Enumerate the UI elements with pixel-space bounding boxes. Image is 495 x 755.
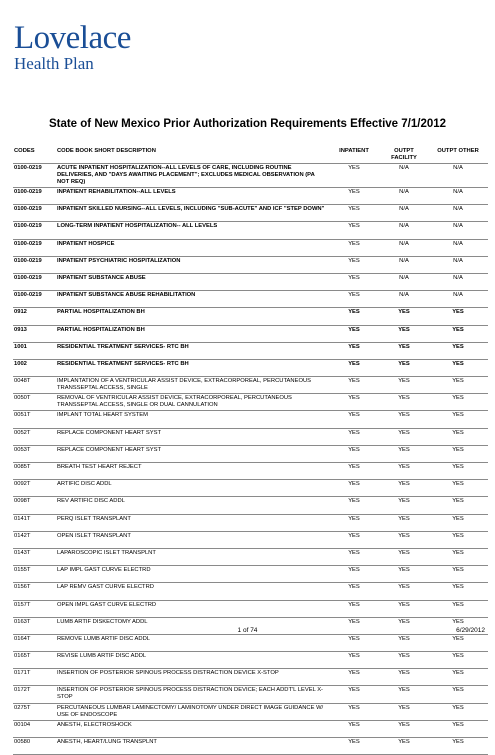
row-outpt-facility: N/A: [380, 222, 428, 239]
table-row: [13, 308, 488, 325]
row-inpatient: YES: [328, 463, 380, 480]
row-outpt-other: YES: [428, 566, 488, 583]
page-number: 1 of 74: [237, 627, 258, 634]
col-header-description: CODE BOOK SHORT DESCRIPTION: [56, 147, 328, 164]
row-outpt-other: N/A: [428, 205, 488, 222]
logo-line2: Health Plan: [14, 54, 94, 73]
row-outpt-other: YES: [428, 497, 488, 514]
row-description: LONG-TERM INPATIENT HOSPITALIZATION-- ALL LEVELS: [56, 222, 328, 239]
row-code: 00580: [13, 738, 56, 755]
row-inpatient: YES: [328, 617, 380, 634]
row-outpt-other: YES: [428, 514, 488, 531]
table-row: [13, 291, 488, 308]
row-outpt-facility: N/A: [380, 164, 428, 188]
row-outpt-facility: YES: [380, 566, 428, 583]
row-outpt-facility: YES: [380, 617, 428, 634]
row-code: 1002: [13, 359, 56, 376]
row-description: PERQ ISLET TRANSPLANT: [56, 514, 328, 531]
row-code: 0171T: [13, 669, 56, 686]
row-description: REVISE LUMB ARTIF DISC ADDL: [56, 652, 328, 669]
row-outpt-other: YES: [428, 652, 488, 669]
row-outpt-facility: N/A: [380, 273, 428, 290]
row-code: 1001: [13, 342, 56, 359]
lovelace-health-plan-logo: [14, 22, 131, 73]
row-description: RESIDENTIAL TREATMENT SERVICES- RTC BH: [56, 342, 328, 359]
row-inpatient: YES: [328, 205, 380, 222]
row-outpt-facility: YES: [380, 531, 428, 548]
row-description: INSERTION OF POSTERIOR SPINOUS PROCESS DISTRACTION DEVICE X-STOP: [56, 669, 328, 686]
row-inpatient: YES: [328, 703, 380, 720]
row-description: REPLACE COMPONENT HEART SYST: [56, 445, 328, 462]
row-description: LAPAROSCOPIC ISLET TRANSPLNT: [56, 548, 328, 565]
row-code: 0157T: [13, 600, 56, 617]
row-description: INPATIENT SKILLED NURSING--ALL LEVELS, INCLUDING "SUB-ACUTE" AND ICF "STEP DOWN": [56, 205, 328, 222]
row-description: INPATIENT SUBSTANCE ABUSE: [56, 273, 328, 290]
row-code: 0100-0219: [13, 164, 56, 188]
row-inpatient: YES: [328, 256, 380, 273]
row-inpatient: YES: [328, 377, 380, 394]
row-outpt-other: YES: [428, 600, 488, 617]
table-row: [13, 497, 488, 514]
row-code: 0052T: [13, 428, 56, 445]
row-outpt-facility: YES: [380, 514, 428, 531]
row-code: 0100-0219: [13, 188, 56, 205]
row-outpt-other: YES: [428, 686, 488, 703]
page-title: State of New Mexico Prior Authorization Requirements Effective 7/1/2012: [48, 118, 447, 130]
table-row: [13, 411, 488, 428]
row-inpatient: YES: [328, 291, 380, 308]
table-row: [13, 463, 488, 480]
row-description: PARTIAL HOSPITALIZATION BH: [56, 308, 328, 325]
row-outpt-other: YES: [428, 428, 488, 445]
table-row: [13, 686, 488, 703]
row-outpt-other: YES: [428, 548, 488, 565]
table-row: [13, 273, 488, 290]
row-code: 0100-0219: [13, 291, 56, 308]
row-inpatient: YES: [328, 652, 380, 669]
row-code: 0100-0219: [13, 273, 56, 290]
table-row: [13, 445, 488, 462]
table-row: [13, 164, 488, 188]
row-outpt-other: YES: [428, 445, 488, 462]
row-outpt-facility: YES: [380, 463, 428, 480]
row-inpatient: YES: [328, 164, 380, 188]
table-row: [13, 359, 488, 376]
row-outpt-other: YES: [428, 463, 488, 480]
row-description: BREATH TEST HEART REJECT: [56, 463, 328, 480]
table-row: [13, 669, 488, 686]
row-outpt-facility: YES: [380, 308, 428, 325]
table-row: [13, 738, 488, 755]
row-outpt-facility: YES: [380, 325, 428, 342]
row-description: INPATIENT REHABILITATION--ALL LEVELS: [56, 188, 328, 205]
table-row: [13, 600, 488, 617]
row-outpt-other: YES: [428, 738, 488, 755]
row-outpt-facility: YES: [380, 411, 428, 428]
row-outpt-facility: YES: [380, 497, 428, 514]
row-outpt-facility: N/A: [380, 239, 428, 256]
row-inpatient: YES: [328, 669, 380, 686]
row-code: 0100-0219: [13, 256, 56, 273]
table-row: [13, 703, 488, 720]
col-header-outpt-facility: OUTPT FACILITY: [380, 147, 428, 164]
row-outpt-other: N/A: [428, 188, 488, 205]
row-description: REV ARTIFIC DISC ADDL: [56, 497, 328, 514]
table-row: [13, 652, 488, 669]
row-code: 0092T: [13, 480, 56, 497]
table-row: [13, 239, 488, 256]
row-code: 0100-0219: [13, 205, 56, 222]
row-description: IMPLANT TOTAL HEART SYSTEM: [56, 411, 328, 428]
row-inpatient: YES: [328, 394, 380, 411]
row-outpt-other: N/A: [428, 291, 488, 308]
row-outpt-other: YES: [428, 480, 488, 497]
row-inpatient: YES: [328, 325, 380, 342]
table-row: [13, 548, 488, 565]
row-outpt-facility: YES: [380, 600, 428, 617]
row-outpt-facility: YES: [380, 583, 428, 600]
table-row: [13, 428, 488, 445]
row-outpt-other: YES: [428, 720, 488, 737]
table-header-row: [13, 147, 488, 164]
row-inpatient: YES: [328, 428, 380, 445]
row-inpatient: YES: [328, 738, 380, 755]
row-code: 0048T: [13, 377, 56, 394]
row-code: 0050T: [13, 394, 56, 411]
table-row: [13, 514, 488, 531]
row-inpatient: YES: [328, 342, 380, 359]
row-inpatient: YES: [328, 634, 380, 651]
row-outpt-other: YES: [428, 359, 488, 376]
row-inpatient: YES: [328, 720, 380, 737]
row-outpt-facility: YES: [380, 394, 428, 411]
footer-date: 6/29/2012: [456, 627, 485, 634]
table-row: [13, 188, 488, 205]
row-outpt-facility: N/A: [380, 188, 428, 205]
table-row: [13, 325, 488, 342]
row-inpatient: YES: [328, 239, 380, 256]
row-inpatient: YES: [328, 480, 380, 497]
row-inpatient: YES: [328, 445, 380, 462]
row-outpt-other: YES: [428, 583, 488, 600]
row-description: IMPLANTATION OF A VENTRICULAR ASSIST DEVICE, EXTRACORPOREAL, PERCUTANEOUS TRANSSEPTAL ACCESS, SINGLE: [56, 377, 328, 394]
table-row: [13, 377, 488, 394]
row-code: 0100-0219: [13, 222, 56, 239]
prior-auth-table: [13, 147, 488, 755]
row-outpt-facility: N/A: [380, 256, 428, 273]
row-inpatient: YES: [328, 411, 380, 428]
row-description: OPEN ISLET TRANSPLANT: [56, 531, 328, 548]
row-code: 0100-0219: [13, 239, 56, 256]
row-outpt-other: N/A: [428, 222, 488, 239]
row-inpatient: YES: [328, 497, 380, 514]
row-outpt-facility: YES: [380, 686, 428, 703]
row-description: ARTIFIC DISC ADDL: [56, 480, 328, 497]
row-description: ACUTE INPATIENT HOSPITALIZATION--ALL LEVELS OF CARE, INCLUDING ROUTINE DELIVERIES, AND "DAYS AWAITING PLACEMENT"; EXCLUDES MEDICAL OBSERVATION (PA NOT REQ): [56, 164, 328, 188]
row-inpatient: YES: [328, 514, 380, 531]
row-description: REPLACE COMPONENT HEART SYST: [56, 428, 328, 445]
row-outpt-other: N/A: [428, 164, 488, 188]
row-code: 0141T: [13, 514, 56, 531]
row-code: 0053T: [13, 445, 56, 462]
row-code: 0142T: [13, 531, 56, 548]
row-description: ANESTH, ELECTROSHOCK: [56, 720, 328, 737]
row-outpt-other: YES: [428, 308, 488, 325]
row-outpt-other: YES: [428, 617, 488, 634]
row-code: 0155T: [13, 566, 56, 583]
row-description: RESIDENTIAL TREATMENT SERVICES- RTC BH: [56, 359, 328, 376]
table-row: [13, 222, 488, 239]
row-description: LAP IMPL GAST CURVE ELECTRD: [56, 566, 328, 583]
row-outpt-facility: YES: [380, 703, 428, 720]
row-outpt-facility: N/A: [380, 205, 428, 222]
row-inpatient: YES: [328, 308, 380, 325]
row-inpatient: YES: [328, 531, 380, 548]
row-outpt-other: YES: [428, 531, 488, 548]
row-code: 0098T: [13, 497, 56, 514]
table-row: [13, 566, 488, 583]
col-header-inpatient: INPATIENT: [328, 147, 380, 164]
table-row: [13, 583, 488, 600]
table-row: [13, 720, 488, 737]
row-outpt-facility: YES: [380, 669, 428, 686]
row-outpt-facility: YES: [380, 652, 428, 669]
row-inpatient: YES: [328, 273, 380, 290]
row-inpatient: YES: [328, 548, 380, 565]
row-outpt-other: YES: [428, 703, 488, 720]
row-outpt-other: YES: [428, 325, 488, 342]
row-code: 0051T: [13, 411, 56, 428]
table-row: [13, 634, 488, 651]
table-row: [13, 342, 488, 359]
col-header-outpt-other: OUTPT OTHER: [428, 147, 488, 164]
row-code: 0913: [13, 325, 56, 342]
row-outpt-facility: YES: [380, 548, 428, 565]
row-description: INPATIENT PSYCHIATRIC HOSPITALIZATION: [56, 256, 328, 273]
row-outpt-facility: N/A: [380, 291, 428, 308]
row-outpt-facility: YES: [380, 738, 428, 755]
row-outpt-other: YES: [428, 377, 488, 394]
row-description: REMOVAL OF VENTRICULAR ASSIST DEVICE, EXTRACORPOREAL, PERCUTANEOUS TRANSSEPTAL ACCESS, SINGLE OR DUAL CANNULATION: [56, 394, 328, 411]
row-description: INPATIENT HOSPICE: [56, 239, 328, 256]
logo-line1: Lovelace: [14, 20, 131, 56]
row-code: 0275T: [13, 703, 56, 720]
row-description: INSERTION OF POSTERIOR SPINOUS PROCESS DISTRACTION DEVICE; EACH ADDT'L LEVEL X-STOP: [56, 686, 328, 703]
row-inpatient: YES: [328, 359, 380, 376]
table-row: [13, 531, 488, 548]
col-header-codes: CODES: [13, 147, 56, 164]
row-outpt-other: YES: [428, 669, 488, 686]
row-code: 0164T: [13, 634, 56, 651]
row-outpt-other: YES: [428, 411, 488, 428]
row-outpt-facility: YES: [380, 342, 428, 359]
row-code: 0163T: [13, 617, 56, 634]
row-description: LUMB ARTIF DISKECTOMY ADDL: [56, 617, 328, 634]
row-description: ANESTH, HEART/LUNG TRANSPLNT: [56, 738, 328, 755]
row-outpt-facility: YES: [380, 480, 428, 497]
row-code: 0143T: [13, 548, 56, 565]
row-outpt-facility: YES: [380, 634, 428, 651]
table-row: [13, 205, 488, 222]
row-description: REMOVE LUMB ARTIF DISC ADDL: [56, 634, 328, 651]
row-outpt-other: YES: [428, 342, 488, 359]
row-inpatient: YES: [328, 686, 380, 703]
row-outpt-facility: YES: [380, 720, 428, 737]
row-outpt-facility: YES: [380, 377, 428, 394]
row-code: 0172T: [13, 686, 56, 703]
row-code: 0912: [13, 308, 56, 325]
table-row: [13, 256, 488, 273]
row-inpatient: YES: [328, 188, 380, 205]
row-inpatient: YES: [328, 600, 380, 617]
row-code: 0085T: [13, 463, 56, 480]
row-code: 0156T: [13, 583, 56, 600]
row-inpatient: YES: [328, 222, 380, 239]
row-inpatient: YES: [328, 566, 380, 583]
table-row: [13, 480, 488, 497]
row-code: 0165T: [13, 652, 56, 669]
row-outpt-other: YES: [428, 394, 488, 411]
row-outpt-facility: YES: [380, 428, 428, 445]
row-description: PARTIAL HOSPITALIZATION BH: [56, 325, 328, 342]
row-description: LAP REMV GAST CURVE ELECTRD: [56, 583, 328, 600]
row-description: PERCUTANEOUS LUMBAR LAMINECTOMY/ LAMINOTOMY UNDER DIRECT IMAGE GUIDANCE W/ USE OF ENDOSCOPE: [56, 703, 328, 720]
row-description: INPATIENT SUBSTANCE ABUSE REHABILITATION: [56, 291, 328, 308]
row-description: OPEN IMPL GAST CURVE ELECTRD: [56, 600, 328, 617]
row-code: 00104: [13, 720, 56, 737]
row-inpatient: YES: [328, 583, 380, 600]
row-outpt-other: N/A: [428, 273, 488, 290]
row-outpt-other: N/A: [428, 256, 488, 273]
row-outpt-facility: YES: [380, 445, 428, 462]
row-outpt-other: YES: [428, 634, 488, 651]
table-row: [13, 394, 488, 411]
row-outpt-other: N/A: [428, 239, 488, 256]
row-outpt-facility: YES: [380, 359, 428, 376]
